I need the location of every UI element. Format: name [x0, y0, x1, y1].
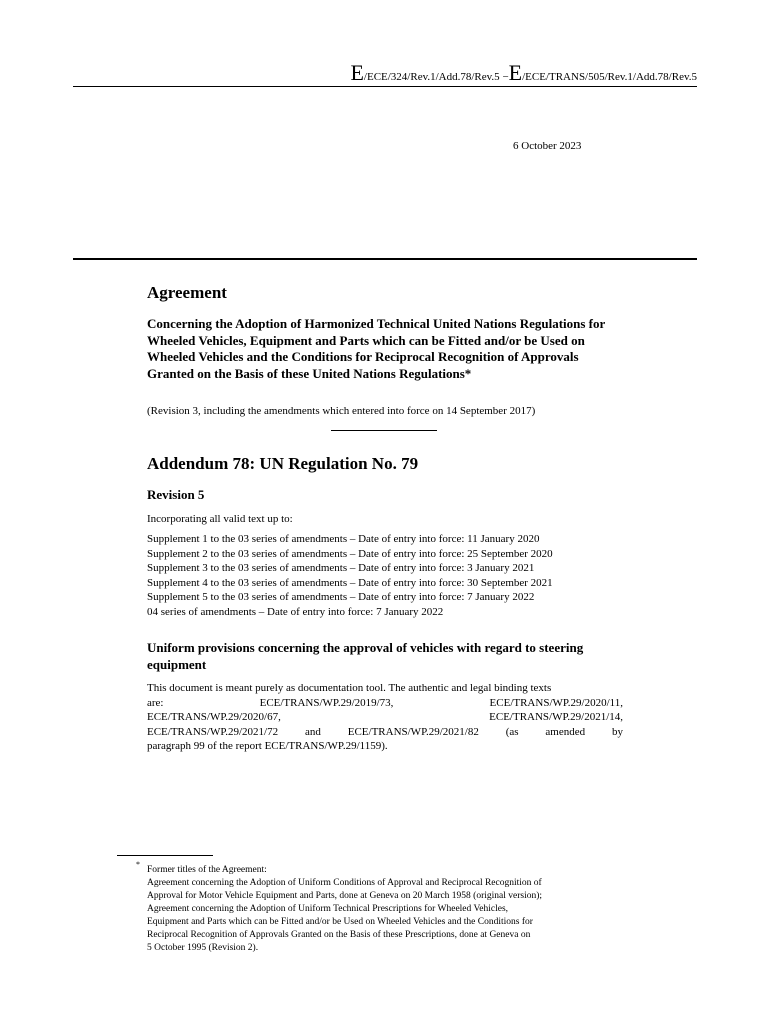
body-word: by [611, 725, 623, 738]
symbol2-rest: /ECE/TRANS/505/Rev.1/Add.78/Rev.5 [522, 71, 697, 83]
footnote [147, 864, 627, 955]
body-line-4 [147, 725, 623, 740]
agreement-title: Agreement [147, 283, 227, 302]
list-item: Supplement 4 to the 03 series of amendments – Date of entry into force: 30 September 2021 [147, 576, 553, 589]
documentation-note [147, 681, 623, 754]
body-word: ECE/TRANS/WP.29/2020/67, [147, 711, 281, 723]
footnote-line: Reciprocal Recognition of Approvals Granted on the Basis of these Prescriptions, done at Geneva on [147, 930, 531, 940]
body-line-2 [147, 696, 623, 711]
body-line-1: This document is meant purely as documentation tool. The authentic and legal binding texts [147, 682, 552, 694]
footnote-rule [117, 855, 213, 856]
regulation-title: Uniform provisions concerning the approval of vehicles with regard to steering equipment [147, 640, 584, 672]
footnote-line: Agreement concerning the Adoption of Uniform Conditions of Approval and Reciprocal Recognition of [147, 878, 542, 888]
body-word: (as [505, 725, 519, 738]
supplements-list [147, 532, 623, 620]
document-date: 6 October 2023 [513, 140, 582, 152]
separator-line [331, 430, 437, 431]
list-item: Supplement 3 to the 03 series of amendments – Date of entry into force: 3 January 2021 [147, 562, 535, 575]
symbol2-letter: E [508, 60, 523, 85]
body-word: and [304, 725, 321, 738]
symbol1-letter: E [350, 60, 364, 85]
list-item: Supplement 2 to the 03 series of amendments – Date of entry into force: 25 September 2020 [147, 547, 553, 560]
footnote-mark: * [136, 860, 140, 869]
incorporating-text: Incorporating all valid text up to: [147, 513, 293, 525]
body-line-5: paragraph 99 of the report ECE/TRANS/WP.29/1159). [147, 740, 388, 752]
list-item: Supplement 1 to the 03 series of amendments – Date of entry into force: 11 January 2020 [147, 533, 540, 545]
body-word: ECE/TRANS/WP.29/2020/11, [489, 696, 623, 709]
revision-title: Revision 5 [147, 487, 205, 502]
revision-note: (Revision 3, including the amendments which entered into force on 14 September 2017) [147, 405, 536, 417]
body-word: ECE/TRANS/WP.29/2021/14, [489, 711, 623, 723]
footnote-line: Agreement concerning the Adoption of Uniform Technical Prescriptions for Wheeled Vehicles, [147, 904, 509, 914]
footnote-line: 5 October 1995 (Revision 2). [147, 943, 259, 953]
header-rule [73, 86, 697, 87]
list-item: 04 series of amendments – Date of entry into force: 7 January 2022 [147, 605, 444, 618]
body-word: are: [147, 696, 164, 709]
document-symbol-header [350, 60, 697, 86]
title-rule [73, 258, 697, 260]
body-word: amended [545, 725, 586, 738]
agreement-subtitle: Concerning the Adoption of Harmonized Technical United Nations Regulations for Wheeled Vehicles, Equipment and Parts which can be Fitted and/or be Used on Wheeled Vehicles and the Conditions for Reciprocal Recognition of Approvals Granted on the Basis of these United Nations Regulations* [147, 316, 606, 381]
body-word: ECE/TRANS/WP.29/2019/73, [259, 696, 394, 709]
footnote-line: Former titles of the Agreement: [147, 865, 267, 875]
list-item: Supplement 5 to the 03 series of amendments – Date of entry into force: 7 January 2022 [147, 591, 535, 604]
body-word: ECE/TRANS/WP.29/2021/82 [347, 725, 479, 738]
symbol-dash: − [499, 71, 509, 83]
footnote-line: Equipment and Parts which can be Fitted and/or be Used on Wheeled Vehicles and the Conditions for [147, 917, 533, 927]
body-word: ECE/TRANS/WP.29/2021/72 [147, 725, 279, 738]
symbol1-rest: /ECE/324/Rev.1/Add.78/Rev.5 [363, 71, 500, 83]
footnote-line: Approval for Motor Vehicle Equipment and Parts, done at Geneva on 20 March 1958 (original version); [147, 891, 543, 901]
addendum-title: Addendum 78: UN Regulation No. 79 [147, 454, 419, 473]
body-line-3 [147, 710, 623, 725]
